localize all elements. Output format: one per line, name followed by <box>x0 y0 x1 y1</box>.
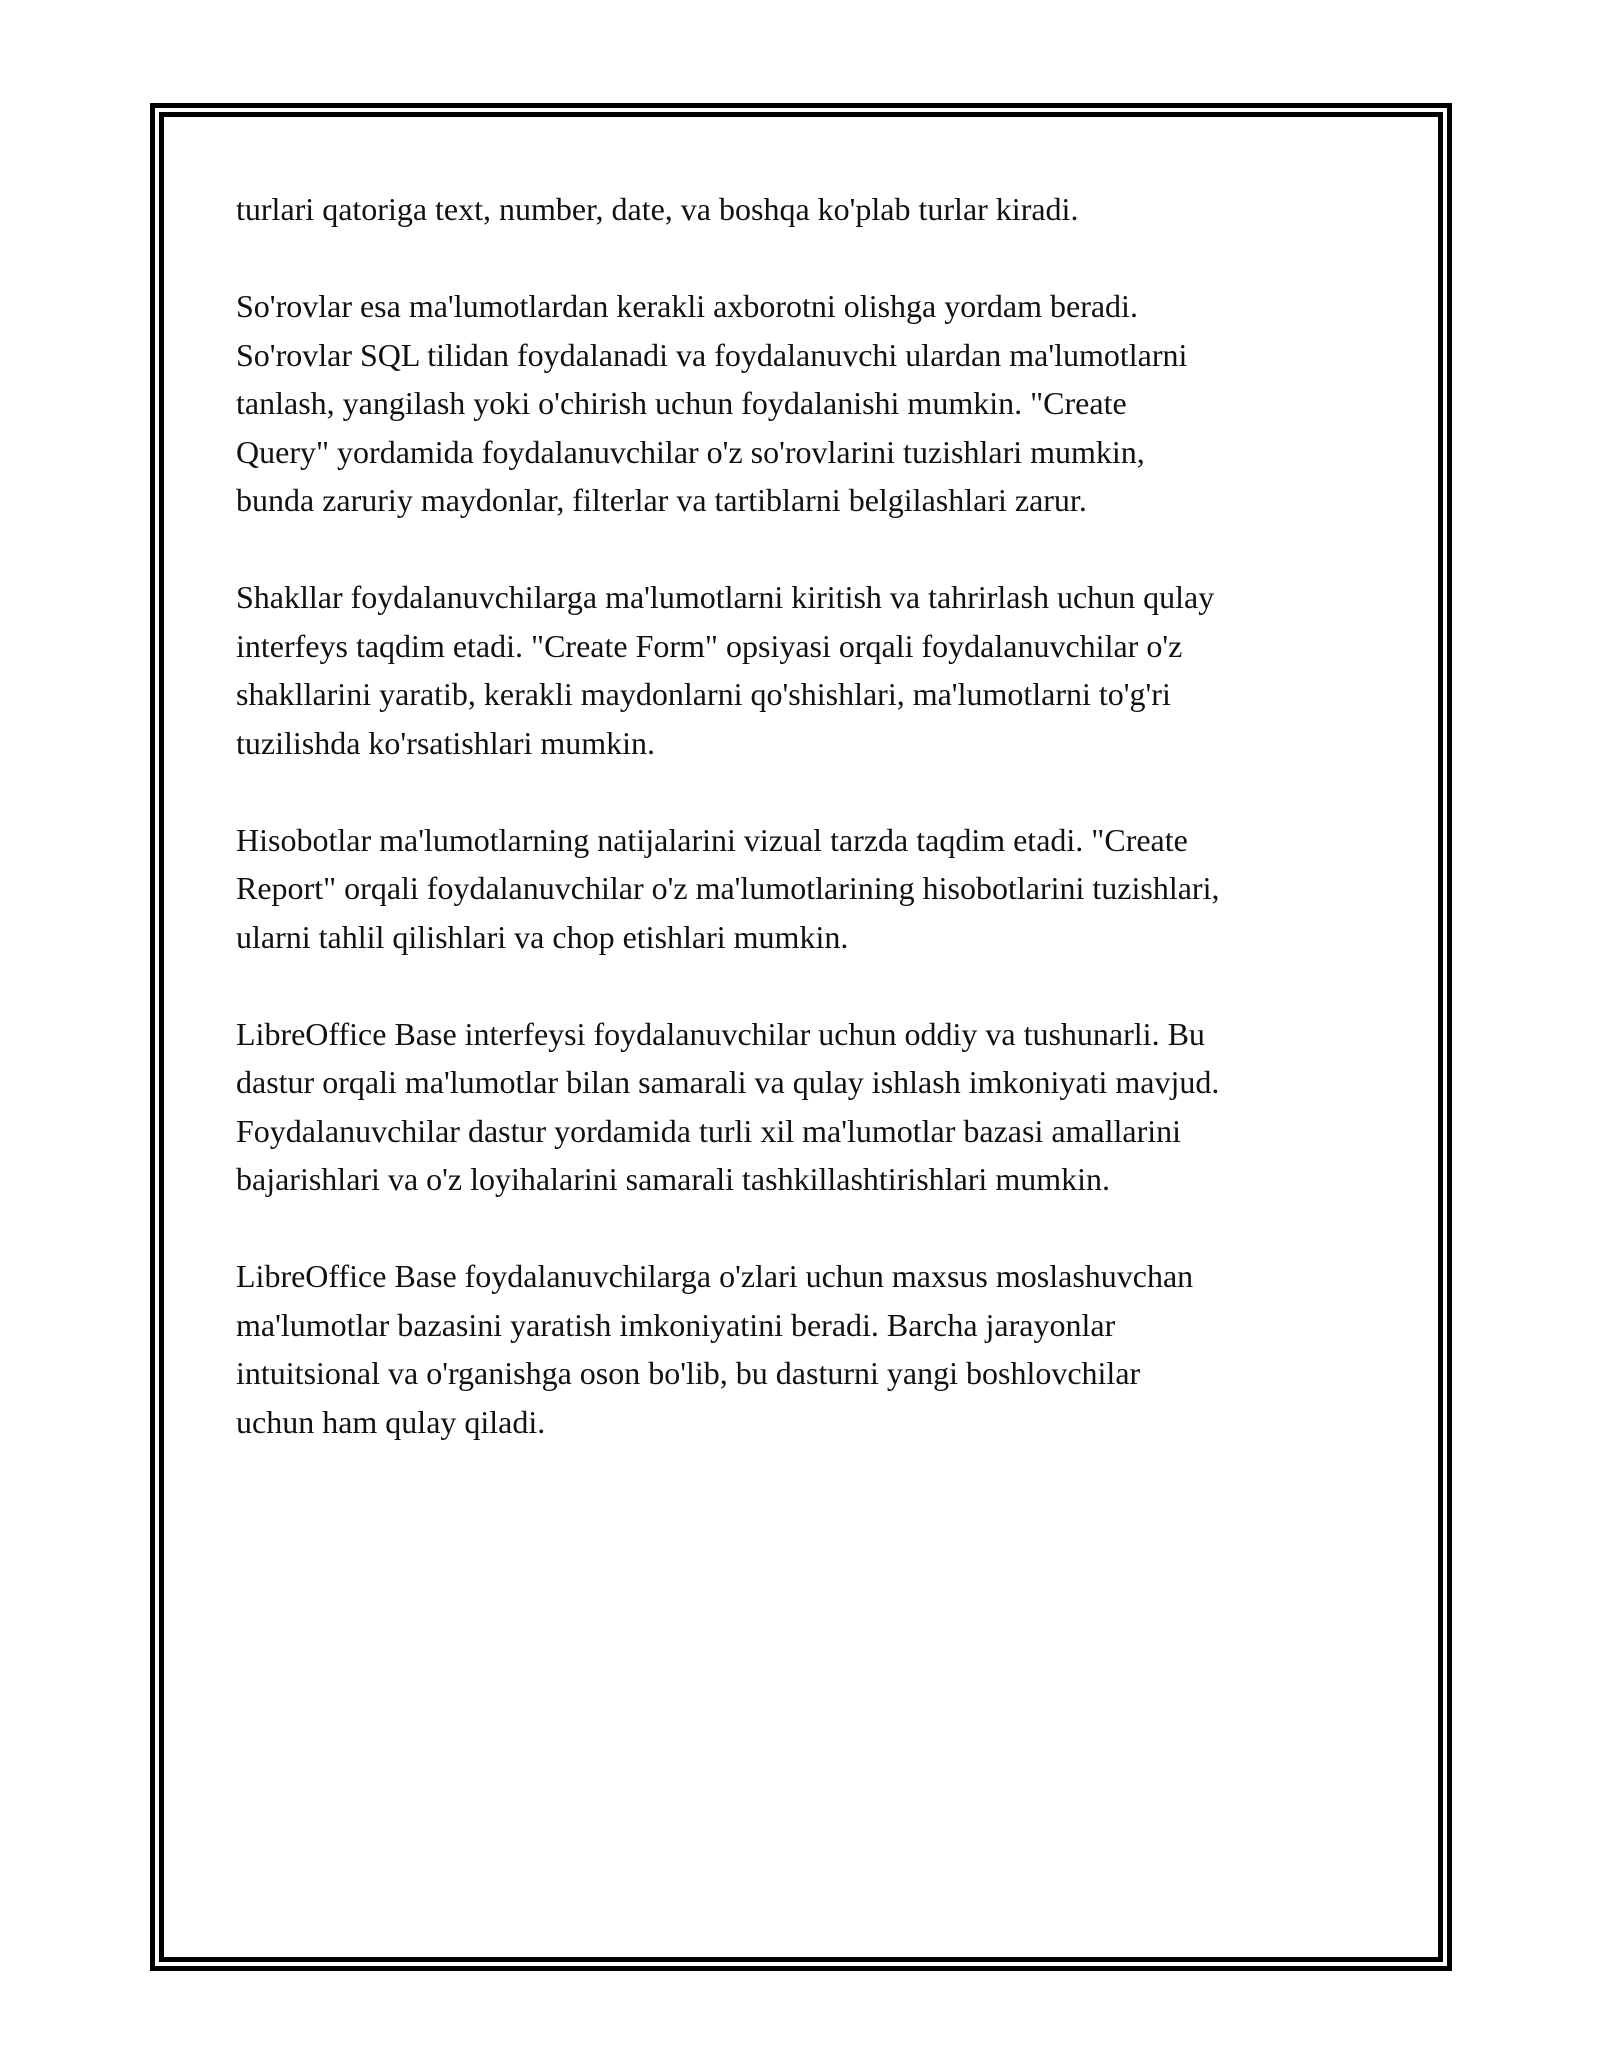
paragraph-3: Shakllar foydalanuvchilarga ma'lumotlarni kiritish va tahrirlash uchun qulay interfeys taqdim etadi. "Create Form" opsiyasi orqali foydalanuvchilar o'z shakllarini yaratib, kerakli maydonlarni qo'shishlari, ma'lumotlarni to'g'ri tuzilishda ko'rsatishlari mumkin. <box>236 579 1215 761</box>
paragraph-2: So'rovlar esa ma'lumotlardan kerakli axborotni olishga yordam beradi. So'rovlar SQL tilidan foydalanadi va foydalanuvchi ulardan ma'lumotlarni tanlash, yangilash yoki o'chirish uchun foydalanishi mumkin. "Create Query" yordamida foydalanuvchilar o'z so'rovlarini tuzishlari mumkin, bunda zaruriy maydonlar, filterlar va tartiblarni belgilashlari zarur. <box>236 288 1188 518</box>
document-body <box>236 185 1376 1495</box>
paragraph-5: LibreOffice Base interfeysi foydalanuvchilar uchun oddiy va tushunarli. Bu dastur orqali ma'lumotlar bilan samarali va qulay ishlash imkoniyati mavjud. Foydalanuvchilar dastur yordamida turli xil ma'lumotlar bazasi amallarini bajarishlari va o'z loyihalarini samarali tashkillashtirishlari mumkin. <box>236 1015 1220 1197</box>
paragraph-1: turlari qatoriga text, number, date, va boshqa ko'plab turlar kiradi. <box>236 191 1079 227</box>
paragraph-4: Hisobotlar ma'lumotlarning natijalarini vizual tarzda taqdim etadi. "Create Report" orqali foydalanuvchilar o'z ma'lumotlarining hisobotlarini tuzishlari, ularni tahlil qilishlari va chop etishlari mumkin. <box>236 821 1220 955</box>
paragraph-6: LibreOffice Base foydalanuvchilarga o'zlari uchun maxsus moslashuvchan ma'lumotlar bazasini yaratish imkoniyatini beradi. Barcha jarayonlar intuitsional va o'rganishga oson bo'lib, bu dasturni yangi boshlovchilar uchun ham qulay qiladi. <box>236 1258 1194 1440</box>
